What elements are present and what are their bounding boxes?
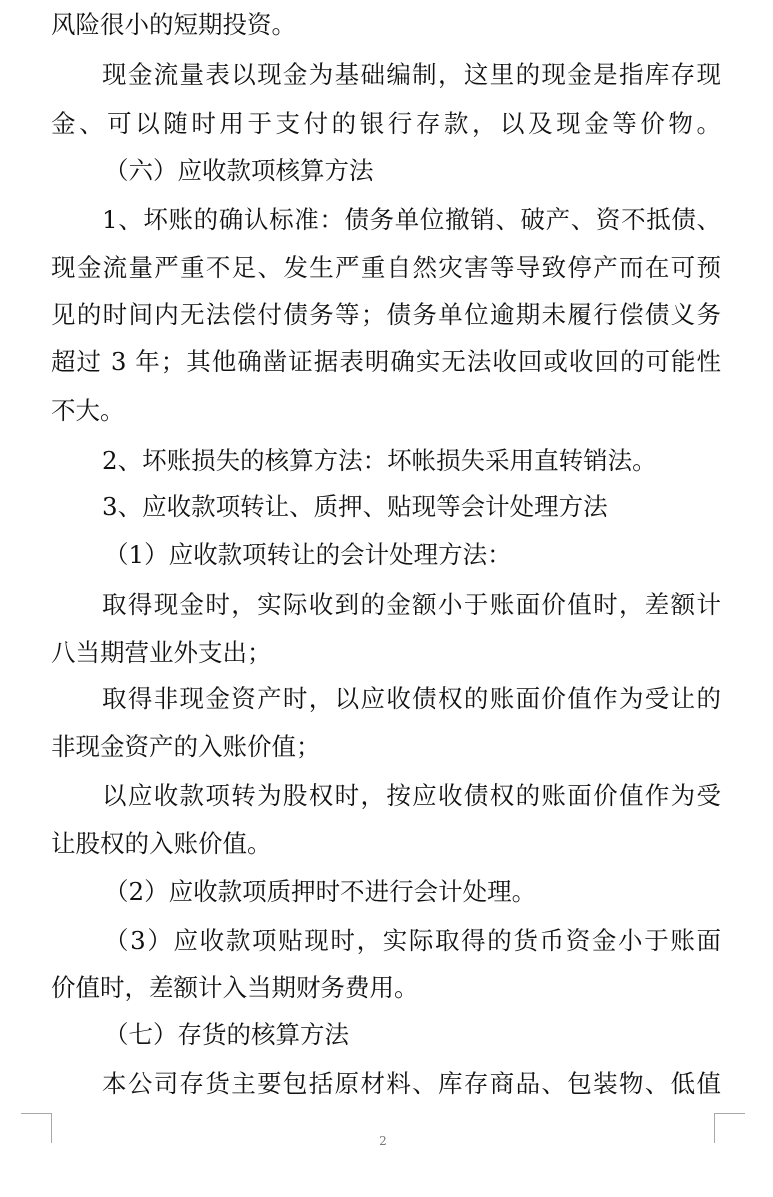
section-heading-6: （六）应收款项核算方法	[104, 156, 374, 185]
text-line-1: 风险很小的短期投资。	[51, 10, 296, 39]
text-line-13: 取得现金时，实际收到的金额小于账面价值时，差额计	[102, 590, 721, 619]
text-line-15: 取得非现金资产时，以应收债权的账面价值作为受让的	[102, 684, 721, 713]
text-line-11: 3、应收款项转让、质押、贴现等会计处理方法	[102, 492, 608, 521]
text-line-3: 金、可以随时用于支付的银行存款，以及现金等价物。	[51, 109, 721, 138]
text-line-21: 价值时，差额计入当期财务费用。	[51, 973, 419, 1002]
text-line-18: 让股权的入账价值。	[51, 829, 272, 858]
margin-corner-mark-right	[714, 1113, 745, 1143]
text-line-20: （3）应收款项贴现时，实际取得的货币资金小于账面	[104, 926, 721, 955]
text-line-2: 现金流量表以现金为基础编制，这里的现金是指库存现	[102, 60, 721, 89]
section-heading-7: （七）存货的核算方法	[104, 1020, 349, 1049]
margin-corner-mark-left	[21, 1113, 52, 1143]
text-line-17: 以应收款项转为股权时，按应收债权的账面价值作为受	[102, 781, 721, 810]
text-line-14: 八当期营业外支出；	[51, 638, 272, 667]
text-line-7: 见的时间内无法偿付债务等；债务单位逾期未履行偿债义务	[51, 300, 721, 329]
text-line-16: 非现金资产的入账价值；	[51, 732, 321, 761]
text-line-19: （2）应收款项质押时不进行会计处理。	[104, 877, 537, 906]
text-line-9: 不大。	[51, 396, 125, 425]
text-line-10: 2、坏账损失的核算方法：坏帐损失采用直转销法。	[102, 446, 657, 475]
text-line-6: 现金流量严重不足、发生严重自然灾害等导致停产而在可预	[51, 253, 721, 282]
text-line-12: （1）应收款项转让的会计处理方法：	[104, 540, 512, 569]
text-line-23: 本公司存货主要包括原材料、库存商品、包装物、低值	[102, 1069, 721, 1098]
page-number: 2	[379, 1134, 387, 1148]
text-line-8: 超过 3 年；其他确凿证据表明确实无法收回或收回的可能性	[51, 347, 721, 376]
text-line-5: 1、坏账的确认标准：债务单位撤销、破产、资不抵债、	[102, 205, 721, 234]
